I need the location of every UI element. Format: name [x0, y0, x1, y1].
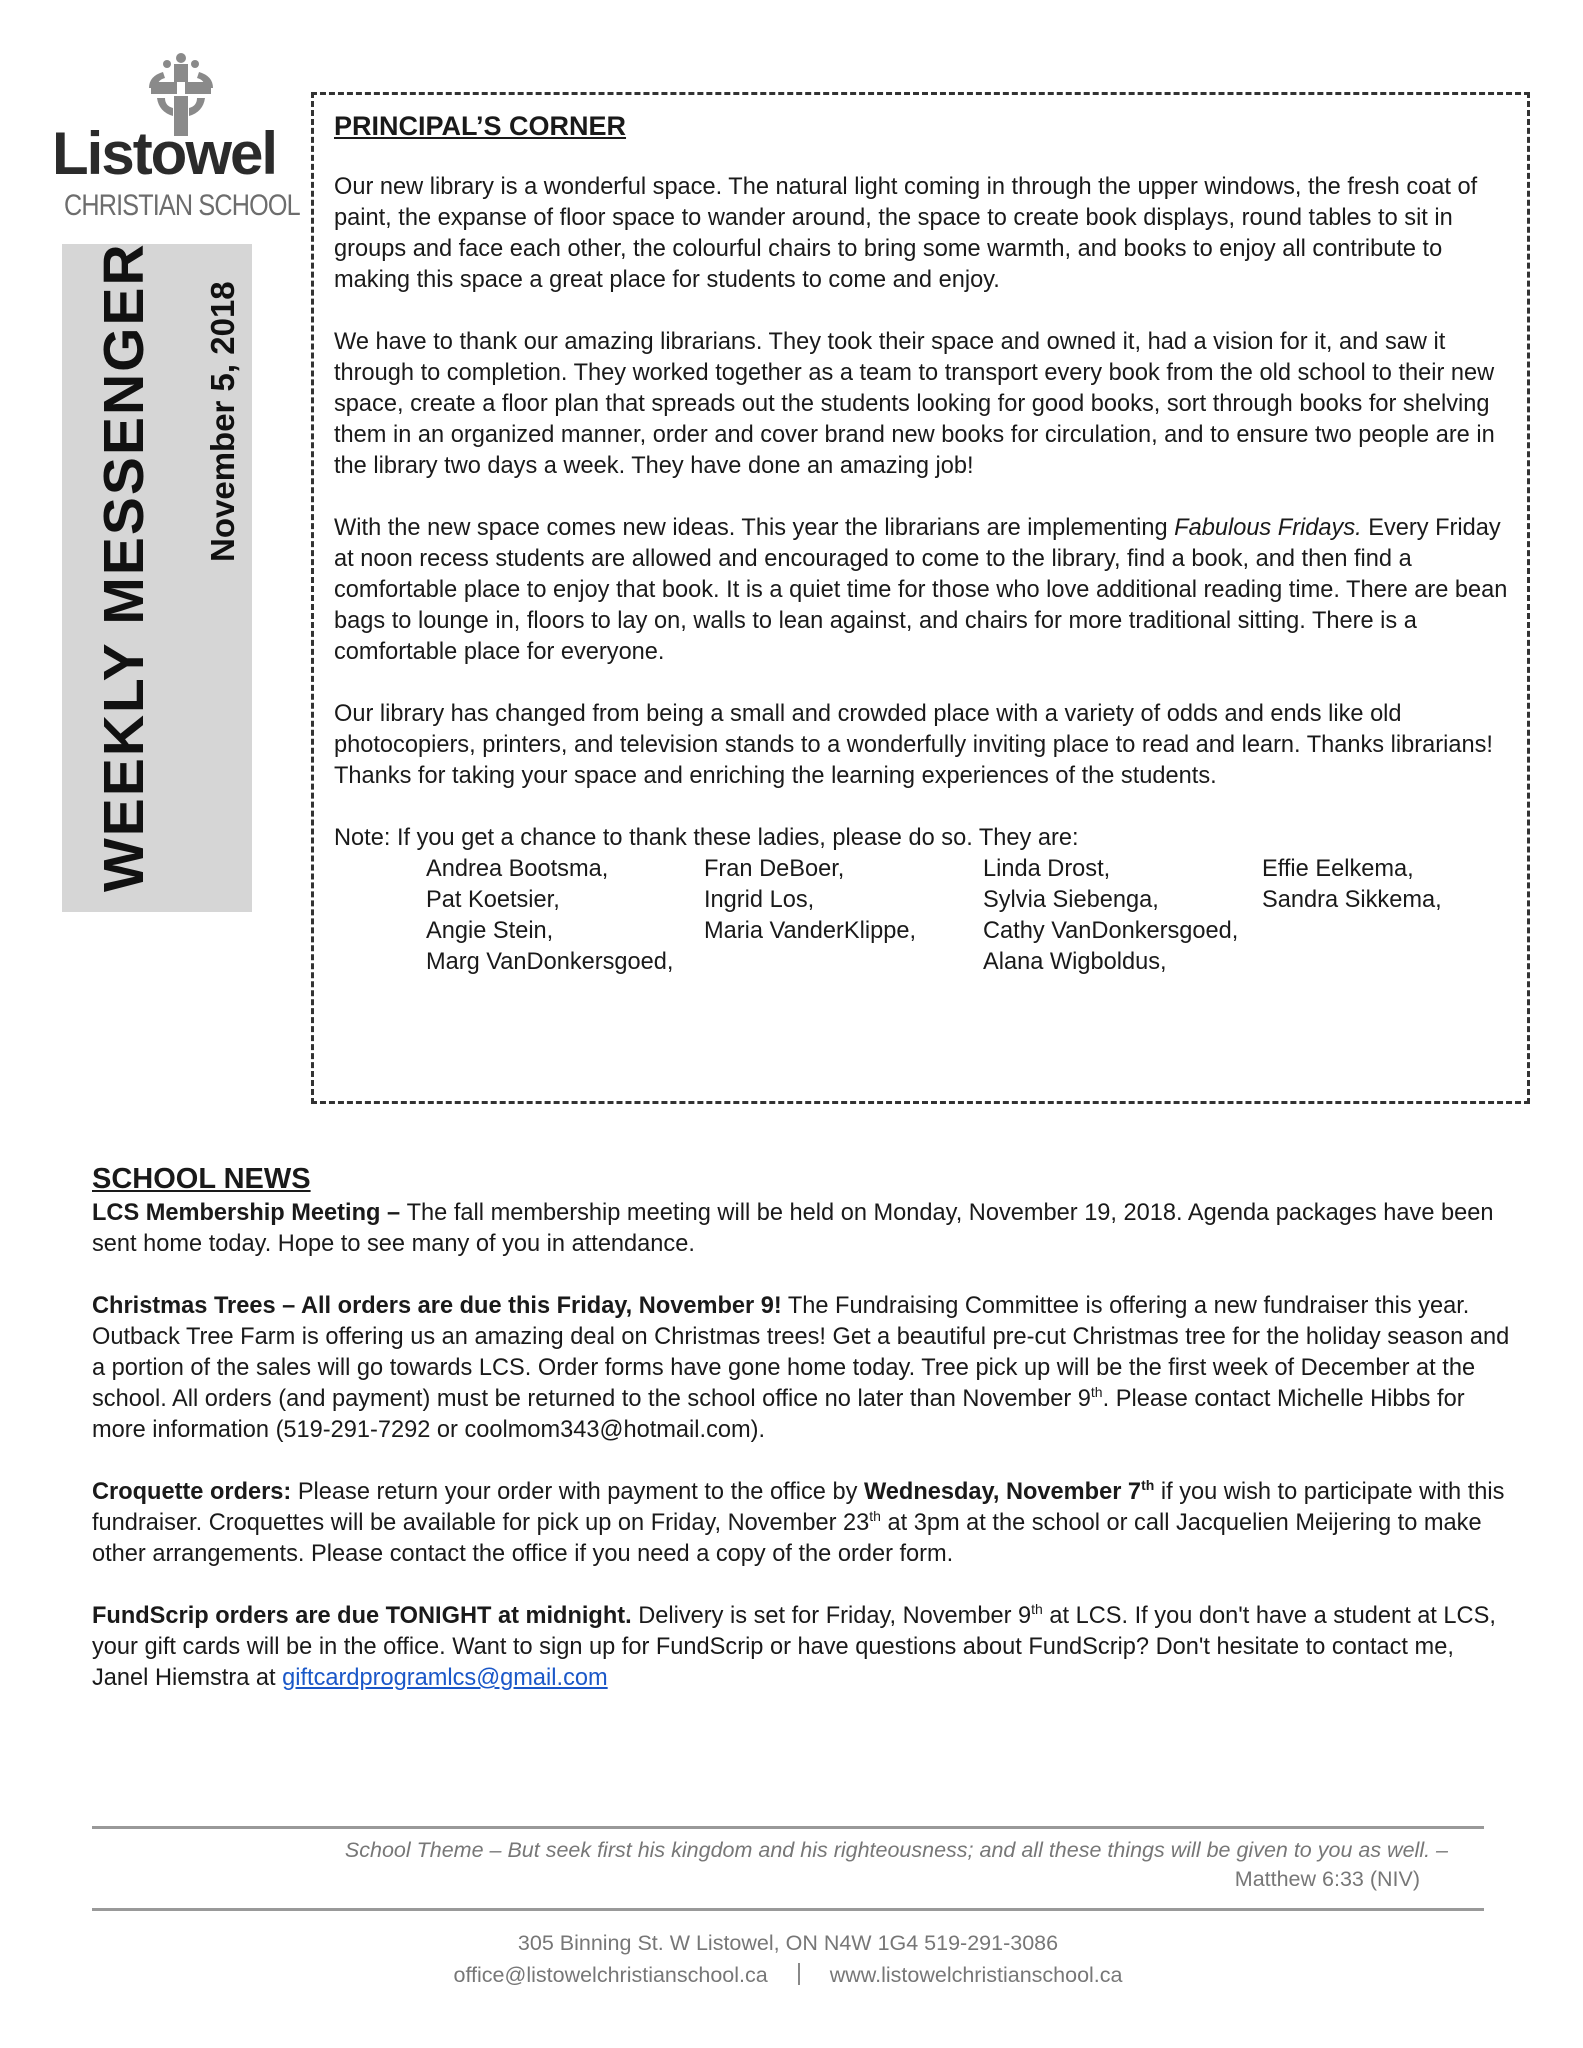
principals-corner-box — [311, 92, 1530, 1104]
librarian-name — [1262, 916, 1462, 947]
school-website[interactable]: www.listowelchristianschool.ca — [829, 1963, 1123, 1987]
news-fundscrip-orders: FundScrip orders are due TONIGHT at midnight. Delivery is set for Friday, November 9th at LCS. If you don't have a student at LCS, your gift cards will be in the office. Want to sign up for FundScrip or have questions about FundScrip? Don't hesitate to contact me, Janel Hiemstra at giftcardprogramlcs@gmail.com — [92, 1601, 1496, 1691]
theme-reference: Matthew 6:33 (NIV) — [1234, 1867, 1420, 1891]
footer-rule-bottom — [92, 1908, 1484, 1911]
school-theme: School Theme – But seek first his kingdom and his righteousness; and all these things will be given to you as well. – Matthew 6:33 (NIV) — [92, 1836, 1448, 1894]
news-membership-meeting: LCS Membership Meeting – The fall membership meeting will be held on Monday, November 19, 2018. Agenda packages have been sent home today. Hope to see many of you in attendance. — [92, 1200, 1494, 1257]
librarian-name: Angie Stein, — [426, 918, 554, 944]
librarian-name — [704, 947, 983, 978]
school-news-heading: SCHOOL NEWS — [92, 1163, 311, 1195]
librarian-names — [426, 854, 1519, 978]
newsletter-title: WEEKLY MESSENGER — [92, 242, 156, 892]
principal-paragraph-1: Our new library is a wonderful space. The natural light coming in through the upper windows, the fresh coat of paint, the expanse of floor space to wander around, the space to create book displays, round tables to sit in groups and face each other, the colourful chairs to bring some warmth, and books to enjoy all contribute to making this space a great place for students to come and enjoy. — [334, 174, 1478, 293]
news-croquette-orders: Croquette orders: Please return your order with payment to the office by Wednesday, November 7th if you wish to participate with this fundraiser. Croquettes will be available for pick up on Friday, November 23th at 3pm at the school or call Jacquelien Meijering to make other arrangements. Please contact the office if you need a copy of the order form. — [92, 1477, 1505, 1567]
school-news-section — [92, 1160, 1512, 1725]
librarian-name: Andrea Bootsma, — [426, 856, 609, 882]
librarian-name: Linda Drost, — [983, 856, 1111, 882]
school-email[interactable]: office@listowelchristianschool.ca — [453, 1963, 768, 1987]
librarian-name: Pat Koetsier, — [426, 887, 560, 913]
librarian-note: Note: If you get a chance to thank these ladies, please do so. They are: — [334, 825, 1079, 851]
librarian-name: Fran DeBoer, — [704, 856, 845, 882]
librarian-name: Cathy VanDonkersgoed, — [983, 918, 1239, 944]
school-address: 305 Binning St. W Listowel, ON N4W 1G4 519-291-3086 — [517, 1931, 1059, 1955]
librarian-name: Alana Wigboldus, — [983, 949, 1167, 975]
principal-paragraph-2: We have to thank our amazing librarians. They took their space and owned it, had a vision for it, and saw it through to completion. They worked together as a team to transport every book from the old school to their new space, create a floor plan that spreads out the students looking for good books, sort through books for shelving them in an organized manner, order and cover brand new books for circulation, and to ensure two people are in the library two days a week. They have done an amazing job! — [334, 329, 1495, 479]
school-contact-line — [92, 1960, 1484, 1990]
school-logo-subtitle: CHRISTIAN SCHOOL — [64, 189, 300, 222]
librarian-name: Ingrid Los, — [704, 887, 815, 913]
librarian-name: Marg VanDonkersgoed, — [426, 949, 674, 975]
principal-paragraph-3: With the new space comes new ideas. This year the librarians are implementing Fabulous Fridays. Every Friday at noon recess students are allowed and encouraged to come to the library, find a book, and then find a comfortable place to enjoy that book. It is a quiet time for those who love additional reading time. There are bean bags to lounge in, floors to lay on, walls to lean against, and chairs for more traditional sitting. There is a comfortable place for everyone. — [334, 515, 1508, 665]
principal-paragraph-4: Our library has changed from being a small and crowded place with a variety of odds and ends like old photocopiers, printers, and television stands to a wonderfully inviting place to read and learn. Thanks librarians! Thanks for taking your space and enriching the learning experiences of the students. — [334, 701, 1493, 789]
news-christmas-trees: Christmas Trees – All orders are due this Friday, November 9! The Fundraising Committee is offering a new fundraiser this year. Outback Tree Farm is offering us an amazing deal on Christmas trees! Get a beautiful pre-cut Christmas tree for the holiday season and a portion of the sales will go towards LCS. Order forms have gone home today. Tree pick up will be the first week of December at the school. All orders (and payment) must be returned to the school office no later than November 9th. Please contact Michelle Hibbs for more information (519-291-7292 or coolmom343@hotmail.com). — [92, 1293, 1510, 1443]
librarian-name: Sandra Sikkema, — [1262, 887, 1442, 913]
librarian-name: Sylvia Siebenga, — [983, 887, 1159, 913]
librarian-name: Effie Eelkema, — [1262, 856, 1414, 882]
librarian-name — [1262, 947, 1462, 978]
school-logo-name: Listowel — [52, 120, 277, 187]
contact-separator — [798, 1963, 800, 1985]
footer-rule-top — [92, 1826, 1484, 1829]
newsletter-date: November 5, 2018 — [204, 281, 241, 562]
fundscrip-email-link[interactable]: giftcardprogramlcs@gmail.com — [282, 1665, 608, 1691]
librarian-name: Maria VanderKlippe, — [704, 918, 917, 944]
principals-corner-heading: PRINCIPAL’S CORNER — [334, 111, 627, 141]
